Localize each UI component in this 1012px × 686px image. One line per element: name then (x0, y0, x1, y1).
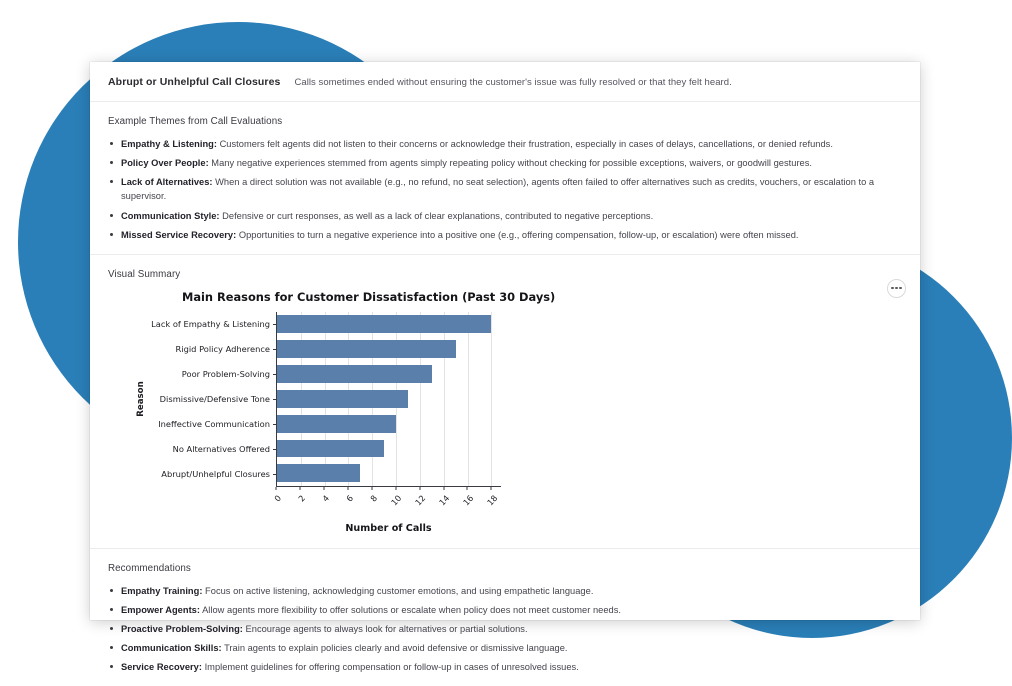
chart-x-tick (388, 487, 404, 508)
chart-y-tick-label: Lack of Empathy & Listening (148, 312, 276, 337)
chart-bar-slot (277, 436, 501, 461)
chart-x-tick-mark (443, 487, 444, 490)
chart-x-tick-mark (299, 487, 300, 490)
chart-x-tick-mark (491, 487, 492, 490)
chart-bar-slot (277, 461, 501, 486)
chart-x-tick-mark (276, 487, 277, 490)
chart-plot-area (276, 312, 501, 487)
list-item (108, 603, 902, 617)
chart-title: Main Reasons for Customer Dissatisfaction (Past 30 Days) (182, 289, 556, 304)
list-item-text: Encourage agents to always look for alternatives or partial solutions. (242, 624, 528, 634)
chart-bar[interactable] (277, 464, 360, 482)
list-item-lead: Empathy & Listening: (121, 139, 217, 149)
list-item-lead: Proactive Problem-Solving: (121, 624, 243, 634)
chart-x-tick-label: 8 (368, 492, 380, 504)
themes-section-title: Example Themes from Call Evaluations (108, 116, 283, 127)
chart-x-tick-label: 16 (460, 492, 475, 508)
list-item-text: Customers felt agents did not listen to their concerns or acknowledge their frustration, especially in cases of delays, cancellations, or denied refunds. (216, 139, 833, 149)
chart-x-tick (368, 487, 380, 504)
list-item-lead: Empower Agents: (121, 604, 200, 615)
chart-x-tick-mark (347, 487, 348, 490)
list-item (108, 156, 902, 170)
chart-y-tick-labels (148, 312, 276, 487)
list-item-lead: Missed Service Recovery: (121, 229, 237, 240)
chart-bar-slot (277, 411, 501, 436)
chart-bar[interactable] (277, 340, 456, 358)
chart-y-axis-title (134, 312, 148, 487)
chart-x-tick-label: 4 (320, 492, 332, 504)
chart-x-tick-labels (272, 487, 501, 521)
chart-bar[interactable] (277, 315, 491, 333)
chart-bar-slot (277, 386, 501, 411)
list-item (108, 137, 902, 151)
chart-y-tick-label: Poor Problem-Solving (148, 362, 276, 387)
chart-bar-slot (277, 337, 501, 362)
chart-bar[interactable] (277, 390, 408, 408)
list-item (108, 175, 902, 203)
page-subtitle: Calls sometimes ended without ensuring the customer's issue was fully resolved or that they felt heard. (294, 77, 732, 88)
list-item-lead: Empathy Training: (121, 585, 203, 596)
chart-x-tick-mark (419, 487, 420, 490)
page-title: Abrupt or Unhelpful Call Closures (108, 76, 281, 88)
chart-bar-slot (277, 312, 501, 337)
chart-x-tick (296, 487, 308, 504)
list-item-text: Train agents to explain policies clearly and avoid defensive or dismissive language. (221, 643, 568, 654)
visual-summary-section (90, 255, 920, 549)
card-header (90, 62, 920, 102)
chart-x-tick-label: 0 (272, 492, 284, 504)
list-item-lead: Communication Style: (121, 210, 220, 221)
themes-section (90, 102, 920, 255)
chart-x-axis-title: Number of Calls (345, 522, 432, 534)
chart-x-tick-label: 14 (436, 492, 451, 508)
visual-summary-title: Visual Summary (108, 268, 181, 280)
bar-chart (134, 290, 554, 534)
list-item-text: Opportunities to turn a negative experience into a positive one (e.g., offering compensation, follow-up, or escalation) were often missed. (236, 229, 799, 240)
list-item-lead: Communication Skills: (121, 643, 222, 654)
report-card (90, 62, 920, 673)
chart-y-axis-title-text: Reason (136, 381, 146, 417)
list-item-text: When a direct solution was not available (e.g., no refund, no seat selection), agents often failed to offer alternatives such as credits, vouchers, or escalation to a supervisor. (121, 177, 875, 202)
ellipsis-dot (891, 287, 893, 289)
list-item-text: Focus on active listening, acknowledging customer emotions, and using empathetic language. (202, 585, 594, 596)
list-item-lead: Policy Over People: (121, 158, 209, 169)
list-item (108, 660, 902, 674)
recommendations-section-title: Recommendations (108, 562, 191, 574)
list-item (108, 584, 902, 598)
chart-x-tick (344, 487, 356, 504)
list-item-text: Many negative experiences stemmed from agents simply repeating policy without checking for possible exceptions, waivers, or goodwill gestures. (208, 158, 813, 169)
chart-plot-row (134, 312, 554, 487)
list-item (108, 209, 902, 223)
chart-x-tick-mark (467, 487, 468, 490)
chart-bar[interactable] (277, 440, 384, 458)
ellipsis-dot (895, 287, 897, 289)
chart-container (108, 290, 902, 534)
chart-y-tick-label: Ineffective Communication (148, 412, 276, 437)
chart-bar-slot (277, 361, 501, 386)
chart-x-tick-label: 18 (484, 492, 499, 508)
chart-x-tick (412, 487, 428, 508)
ellipsis-horizontal-icon[interactable] (887, 279, 906, 298)
chart-x-tick (320, 487, 332, 504)
chart-bars (277, 312, 501, 486)
chart-y-tick-label: Rigid Policy Adherence (148, 337, 276, 362)
list-item-text: Allow agents more flexibility to offer solutions or escalate when policy does not meet customer needs. (200, 604, 621, 615)
list-item-text: Implement guidelines for offering compensation or follow-up in cases of unresolved issues. (201, 662, 579, 673)
list-item (108, 622, 902, 636)
ellipsis-dot (899, 287, 901, 289)
recommendations-list (108, 584, 902, 675)
chart-x-tick-mark (395, 487, 396, 490)
chart-x-tick-label: 10 (388, 492, 404, 508)
list-item (108, 228, 902, 242)
chart-x-tick (484, 487, 499, 508)
recommendations-section (90, 549, 920, 686)
chart-y-tick-label: No Alternatives Offered (148, 437, 276, 462)
chart-y-tick-label: Dismissive/Defensive Tone (148, 387, 276, 412)
chart-x-tick-label: 12 (412, 492, 428, 508)
chart-bar[interactable] (277, 415, 396, 433)
chart-x-tick-mark (323, 487, 324, 490)
list-item-lead: Lack of Alternatives: (121, 177, 213, 188)
themes-list (108, 137, 902, 242)
chart-x-tick-label: 2 (296, 492, 308, 504)
list-item-text: Defensive or curt responses, as well as a lack of clear explanations, contributed to negative perceptions. (219, 210, 654, 221)
chart-x-tick (460, 487, 475, 508)
chart-bar[interactable] (277, 365, 432, 383)
chart-x-tick (272, 487, 284, 504)
list-item (108, 641, 902, 655)
list-item-lead: Service Recovery: (121, 662, 202, 673)
chart-x-tick-mark (371, 487, 372, 490)
chart-x-tick (436, 487, 451, 508)
chart-x-tick-label: 6 (344, 492, 356, 504)
chart-y-tick-label: Abrupt/Unhelpful Closures (148, 462, 276, 487)
